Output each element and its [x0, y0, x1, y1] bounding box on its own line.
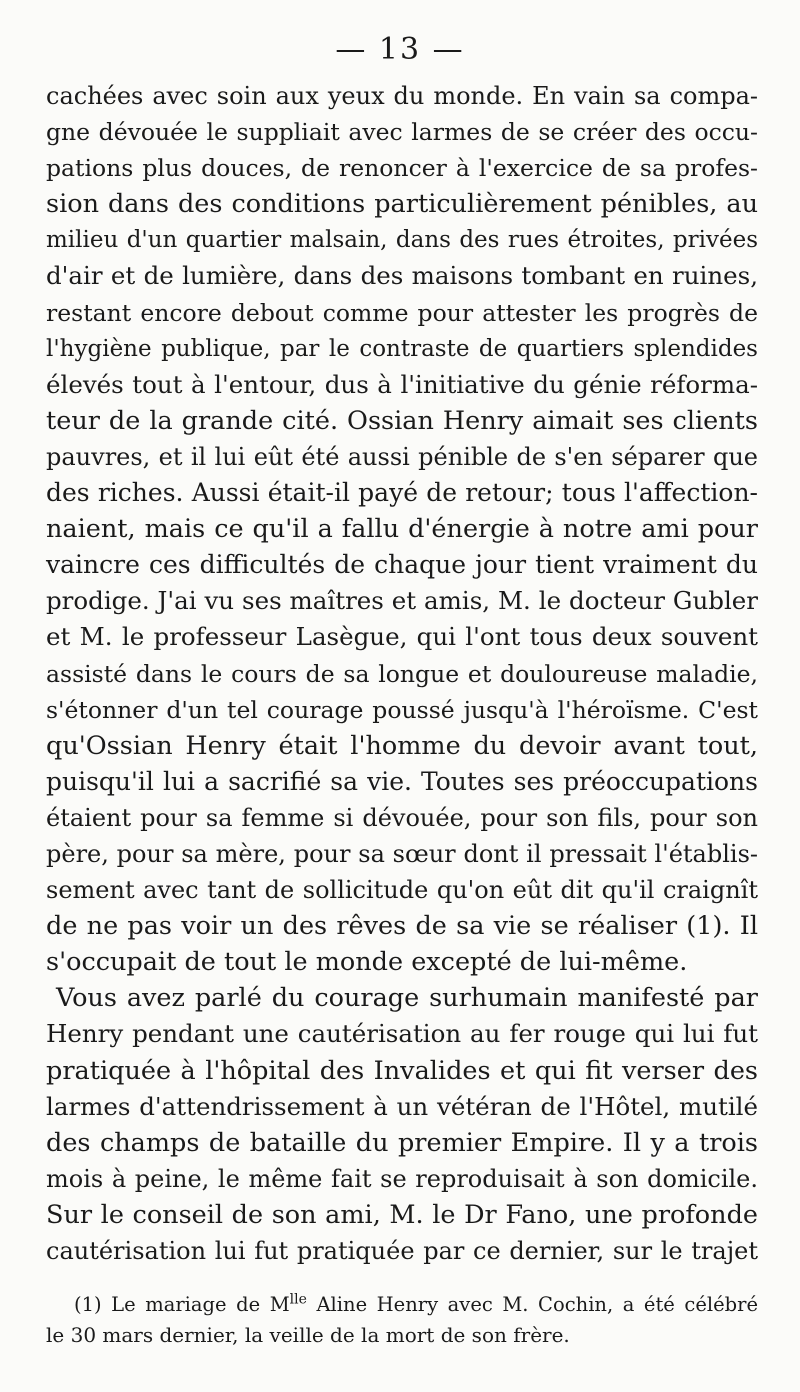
text-line: sion dans des conditions particulièrement pénibles, au — [46, 189, 758, 220]
text-line: prodige. J'ai vu ses maîtres et amis, M. le docteur Gubler — [46, 586, 758, 616]
text-line: Vous avez parlé du courage surhumain manifesté par — [56, 983, 758, 1014]
text-line: vaincre ces difficultés de chaque jour tient vraiment du — [46, 550, 758, 580]
page-number: — 13 — — [335, 32, 465, 67]
text-line: mois à peine, le même fait se reproduisait à son domicile. — [46, 1164, 758, 1193]
text-line: puisqu'il lui a sacrifié sa vie. Toutes ses préoccupations — [46, 766, 758, 796]
text-line: larmes d'attendrissement à un vétéran de l'Hôtel, mutilé — [46, 1091, 758, 1121]
text-line: l'hygiène publique, par le contraste de quartiers splendides — [46, 335, 758, 362]
footnote-line — [46, 1290, 758, 1320]
text-line: naient, mais ce qu'il a fallu d'énergie à notre ami pour — [46, 514, 758, 545]
footnote-text: Aline Henry avec M. Cochin, a été célébré — [306, 1293, 758, 1316]
text-line: cachées avec soin aux yeux du monde. En vain sa compa- — [46, 82, 758, 110]
text-line: des champs de bataille du premier Empire. Il y a trois — [46, 1127, 758, 1158]
text-line: qu'Ossian Henry était l'homme du devoir avant tout, — [46, 730, 758, 761]
footnote-line: le 30 mars dernier, la veille de la mort de son frère. — [46, 1323, 570, 1347]
footnote-superscript: lle — [289, 1291, 307, 1308]
text-line: s'étonner d'un tel courage poussé jusqu'à l'héroïsme. C'est — [46, 695, 758, 724]
text-line: des riches. Aussi était-il payé de retour; tous l'affection- — [46, 478, 758, 508]
text-line: et M. le professeur Lasègue, qui l'ont tous deux souvent — [46, 622, 758, 652]
text-line: élevés tout à l'entour, dus à l'initiative du génie réforma- — [46, 369, 758, 399]
text-line: gne dévouée le suppliait avec larmes de se créer des occu- — [46, 118, 758, 147]
body-text — [46, 78, 758, 1269]
text-line: cautérisation lui fut pratiquée par ce dernier, sur le trajet — [46, 1237, 758, 1265]
footnote — [46, 1290, 758, 1350]
text-line: restant encore debout comme pour attester les progrès de — [46, 298, 758, 327]
footnote-text: (1) Le mariage de M — [74, 1293, 290, 1316]
text-line: milieu d'un quartier malsain, dans des rues étroites, privées — [46, 227, 758, 254]
text-line: pratiquée à l'hôpital des Invalides et qui fit verser des — [46, 1055, 758, 1086]
text-line: de ne pas voir un des rêves de sa vie se réaliser (1). Il — [46, 911, 758, 942]
text-line: Henry pendant une cautérisation au fer rouge qui lui fut — [46, 1019, 758, 1049]
text-line: s'occupait de tout le monde excepté de lui-même. — [46, 947, 688, 978]
text-line: pauvres, et il lui eût été aussi pénible de s'en séparer que — [46, 442, 758, 471]
text-line: assisté dans le cours de sa longue et douloureuse maladie, — [46, 659, 758, 688]
text-line: teur de la grande cité. Ossian Henry aimait ses clients — [46, 405, 758, 436]
text-line: étaient pour sa femme si dévouée, pour son fils, pour son — [46, 803, 758, 832]
text-line: sement avec tant de sollicitude qu'on eût dit qu'il craignît — [46, 876, 758, 905]
text-line: Sur le conseil de son ami, M. le Dr Fano, une profonde — [46, 1199, 758, 1230]
text-line: père, pour sa mère, pour sa sœur dont il pressait l'établis- — [46, 839, 758, 868]
text-line: pations plus douces, de renoncer à l'exercice de sa profes- — [46, 154, 758, 183]
text-line: d'air et de lumière, dans des maisons tombant en ruines, — [46, 261, 758, 291]
